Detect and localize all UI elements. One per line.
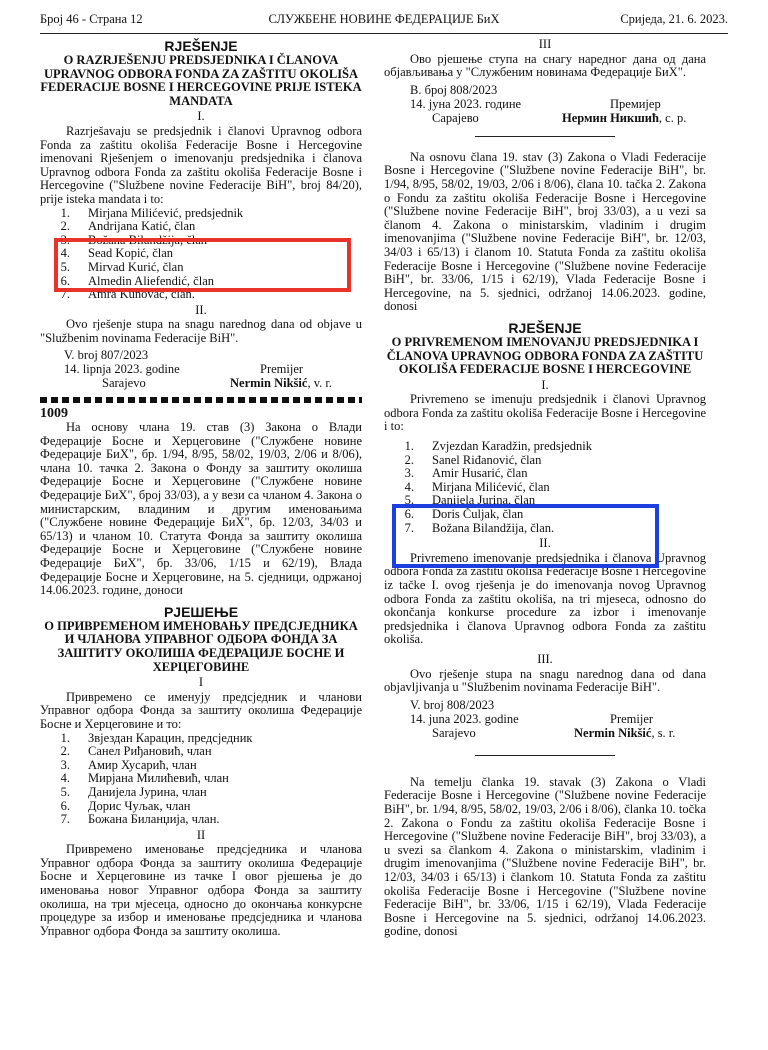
left-column [40,38,362,938]
reference-line: V. broj 808/2023 [410,697,495,712]
gazette-title: СЛУЖБЕНЕ НОВИНЕ ФЕДЕРАЦИЈЕ БиХ [268,12,500,26]
section-number: II. [539,536,551,551]
reference-line: V. broj 807/2023 [64,348,149,363]
list-item: 2. Sanel Riđanović, član [404,452,542,467]
list-item: 3. Božana Bilandžija, član [60,232,208,247]
decision-subtitle: O PRIVREMENOM IMENOVANJU PREDSJEDNIKA I ČLANOVA UPRAVNOG ODBORA FONDA ZA ZAŠTITU OKOLIŠA FEDERACIJE BOSNE I HERCEGOVINE [386,334,704,377]
list-item: 6. Doris Čuljak, član [404,507,524,522]
preamble: На основу члана 19. став (3) Закона о Влади Федерације Босне и Херцеговине ("Службене новине Федерације БиХ", бр. 1/94, 8/95, 58/02, 19/03, 2/06 и 8/06), члана 10. тачка 2. Закона о Фонду за заштиту околиша Федерације Босне и Херцеговине ("Службене новине Федерације БиХ", број 33/03), а у вези са чланом 4. Закона о министарским, владиним и другим именовањима ("Службене новине Федерације БиХ", бр. 12/03, 34/03 и 65/13) и чланом 10. Статута Фонда за заштиту околиша Федерације Босне и Херцеговине ("Службене новине Федерације БиХ", бр. 33/06, 1/15 и 62/19), Влада Федерације Босне и Херцеговине, на 5. сједници, одржаној 14.06.2023. године, доноси [40,420,362,598]
list-item: 3. Амир Хусарић, члан [60,757,197,772]
paragraph: Ово рјешење ступа на снагу наредног дана од дана објављивања у "Службеним новинама Федерације БиХ". [384,51,706,80]
list-item: 6. Дорис Чуљак, члан [60,798,191,813]
paragraph: Privremeno imenovanje predsjednika i članova Upravnog odbora Fonda za zaštitu okoliša Federacije Bosne i Hercegovine iz tačke I. ovog rješenja je do imenovanja novog Upravnog odbora Fonda za zaštitu okoliša, na tri mjeseca, odnosno do okončanja konkurse procedure za izbor i imenovanje predsjednika i članova Upravnog odbora Fonda za zaštitu okoliša. [384,550,706,647]
list-item: 2. Санел Риђановић, члан [60,744,212,759]
decision-heading: RJEŠENJE [508,319,582,336]
list-item: 7. Божана Биланџија, члан. [60,812,220,827]
list-item: 2. Andrijana Katić, član [60,219,196,234]
date-line: 14. lipnja 2023. godine Premijer [64,362,304,377]
decision-heading: РЈЕШЕЊЕ [163,603,239,620]
paragraph: Привремено именовање предсједника и чланова Управног одбора Фонда за заштиту околиша Федерације Босне и Херцеговине из тачке I овог рјешења је до именовања новог Управног одбора Фонда за заштиту околиша, на три мјесеца, односно до окончања конкурсне процедуре за избор и именовање предсједника и чланова Управног одбора Фонда за заштиту околиша. [40,842,362,938]
appointed-members-list [40,732,362,827]
paragraph: Privremeno se imenuju predsjednik i članovi Upravnog odbora Fonda za zaštitu okoliša Federacije Bosne i Hercegovine i to: [384,392,706,434]
section-number: II [196,827,206,842]
section-number: I. [541,377,549,392]
decision-subtitle: О ПРИВРЕМЕНОМ ИМЕНОВАЊУ ПРЕДСЈЕДНИКА И ЧЛАНОВА УПРАВНОГ ОДБОРА ФОНДА ЗА ЗАШТИТУ ОКОЛИША ФЕДЕРАЦИЈЕ БОСНЕ И ХЕРЦЕГОВИНЕ [44,618,358,674]
highlight-box-red [54,238,351,292]
date-line: 14. јуна 2023. године Премијер [410,96,661,111]
issue-page-number: Број 46 - Страна 12 [40,12,143,26]
paragraph: Razrješavaju se predsjednik i članovi Upravnog odbora Fonda za zaštitu okoliša Federacije Bosne i Hercegovine imenovani Rješenjem o imenovanju predsjednika i članova Upravnog odbora Fonda za zaštitu okoliša Federacije Bosne i Hercegovine ("Službene novine Federacije BiH", broj 84/20), prije isteka mandata i to: [40,123,362,206]
paragraph: Привремено се именују предсједник и чланови Управног одбора Фонда за заштиту околиша Федерације Босне и Херцеговине и то: [40,689,362,731]
list-item: 5. Данијела Јурина, члан [60,784,207,799]
list-item: 7. Amra Kunovac, član. [60,287,195,302]
list-item: 6. Almedin Aliefendić, član [60,273,215,288]
signature-line: Sarajevo Nermin Nikšić, s. r. [432,725,676,740]
act-number: 1009 [40,406,68,422]
header-rule [40,33,728,34]
paragraph: Ovo rješenje stupa na snagu narednog dana od dana objavljivanja u "Službenim novinama Federacije BiH". [384,666,706,695]
issue-date: Сриједа, 21. 6. 2023. [620,12,728,26]
right-column [384,38,706,939]
list-item: 1. Звјездан Карацин, предсједник [60,730,253,745]
preamble: Na temelju članka 19. stavak (3) Zakona o Vladi Federacije Bosne i Hercegovine ("Službene novine Federacije BiH", br. 1/94, 8/95, 58/02, 19/03, 2/06 i 8/06), članka 10. točka 2. Zakona o Fondu za zaštitu okoliša Federacije Bosne i Hercegovine ("Službene novine Federacije BiH", broj 33/03), a u svezi sa člankom 4. Zakona o ministarskim, vladinim i drugim imenovanjima ("Službene novine Federacije BiH", br. 12/03, 34/03 i 65/13) i člankom 10. Statuta Fonda za zaštitu okoliša Federacije Bosne i Hercegovine ("Službene novine Federacije BiH", br. 33/06, 1/15 i 62/19), Vlada Federacije Bosne i Hercegovine na 5. sjednici, održanoj 14.06.2023. godine, donosi [384,774,706,939]
highlight-box-blue [392,504,659,568]
section-number: I. [197,109,205,124]
list-item: 5. Danijela Jurina, član [404,493,536,508]
decision-heading: RJEŠENJE [164,38,238,54]
list-item: 7. Božana Bilandžija, član. [404,520,555,535]
list-item: 4. Мирјана Милићевић, члан [60,771,229,786]
paragraph: Ovo rješenje stupa na snagu narednog dana od objave u "Službenim novinama Federacije BiH". [40,317,362,345]
list-item: 4. Sead Kopić, član [60,246,174,261]
section-number: III. [537,651,553,666]
list-item: 5. Mirvad Kurić, član [60,259,184,274]
preamble: Na osnovu člana 19. stav (3) Zakona o Vladi Federacije Bosne i Hercegovine ("Službene novine Federacije BiH", br. 1/94, 8/95, 58/02, 19/03, 2/06 i 8/06), člana 10. tačka 2. Zakona o Fondu za zaštitu okoliša Federacije Bosne i Hercegovine ("Službene novine Federacije BiH", broj 33/03), a u vezi sa članom 4. Zakona o ministarskim, vladinim i drugim imenovanjima ("Službene novine Federacije BiH", br. 12/03, 34/03 i 65/13) i članom 10. Statuta Fonda za zaštitu okoliša Federacije Bosne i Hercegovine ("Službene novine Federacije BiH", br. 33/06, 1/15 i 62/19), Vlada Federacije Bosne i Hercegovine, na 5. sjednici, održanoj 14.06.2023. godine, donosi [384,149,706,314]
signature-line: Sarajevo Nermin Nikšić, v. r. [102,376,332,391]
section-number: II. [195,302,207,317]
decision-subtitle: O RAZRJEŠENJU PREDSJEDNIKA I ČLANOVA UPRAVNOG ODBORA FONDA ZA ZAŠTITU OKOLIŠA FEDERACIJE BOSNE I HERCEGOVINE PRIJE ISTEKA MANDATA [40,53,362,108]
separator-rule [475,755,615,756]
page-header [40,12,728,32]
separator-rule [475,136,615,137]
date-line: 14. juna 2023. godine Premijer [410,711,654,726]
list-item: 1. Mirjana Milićević, predsjednik [60,205,244,220]
reference-line: В. број 808/2023 [410,82,498,97]
list-item: 4. Mirjana Milićević, član [404,479,550,494]
section-separator [40,397,362,403]
list-item: 3. Amir Husarić, član [404,466,528,481]
section-number: III [538,37,552,51]
list-item: 1. Zvjezdan Karadžin, predsjednik [404,439,593,454]
signature-line: Сарајево Нермин Никшић, с. р. [432,110,687,125]
section-number: I [198,675,204,690]
